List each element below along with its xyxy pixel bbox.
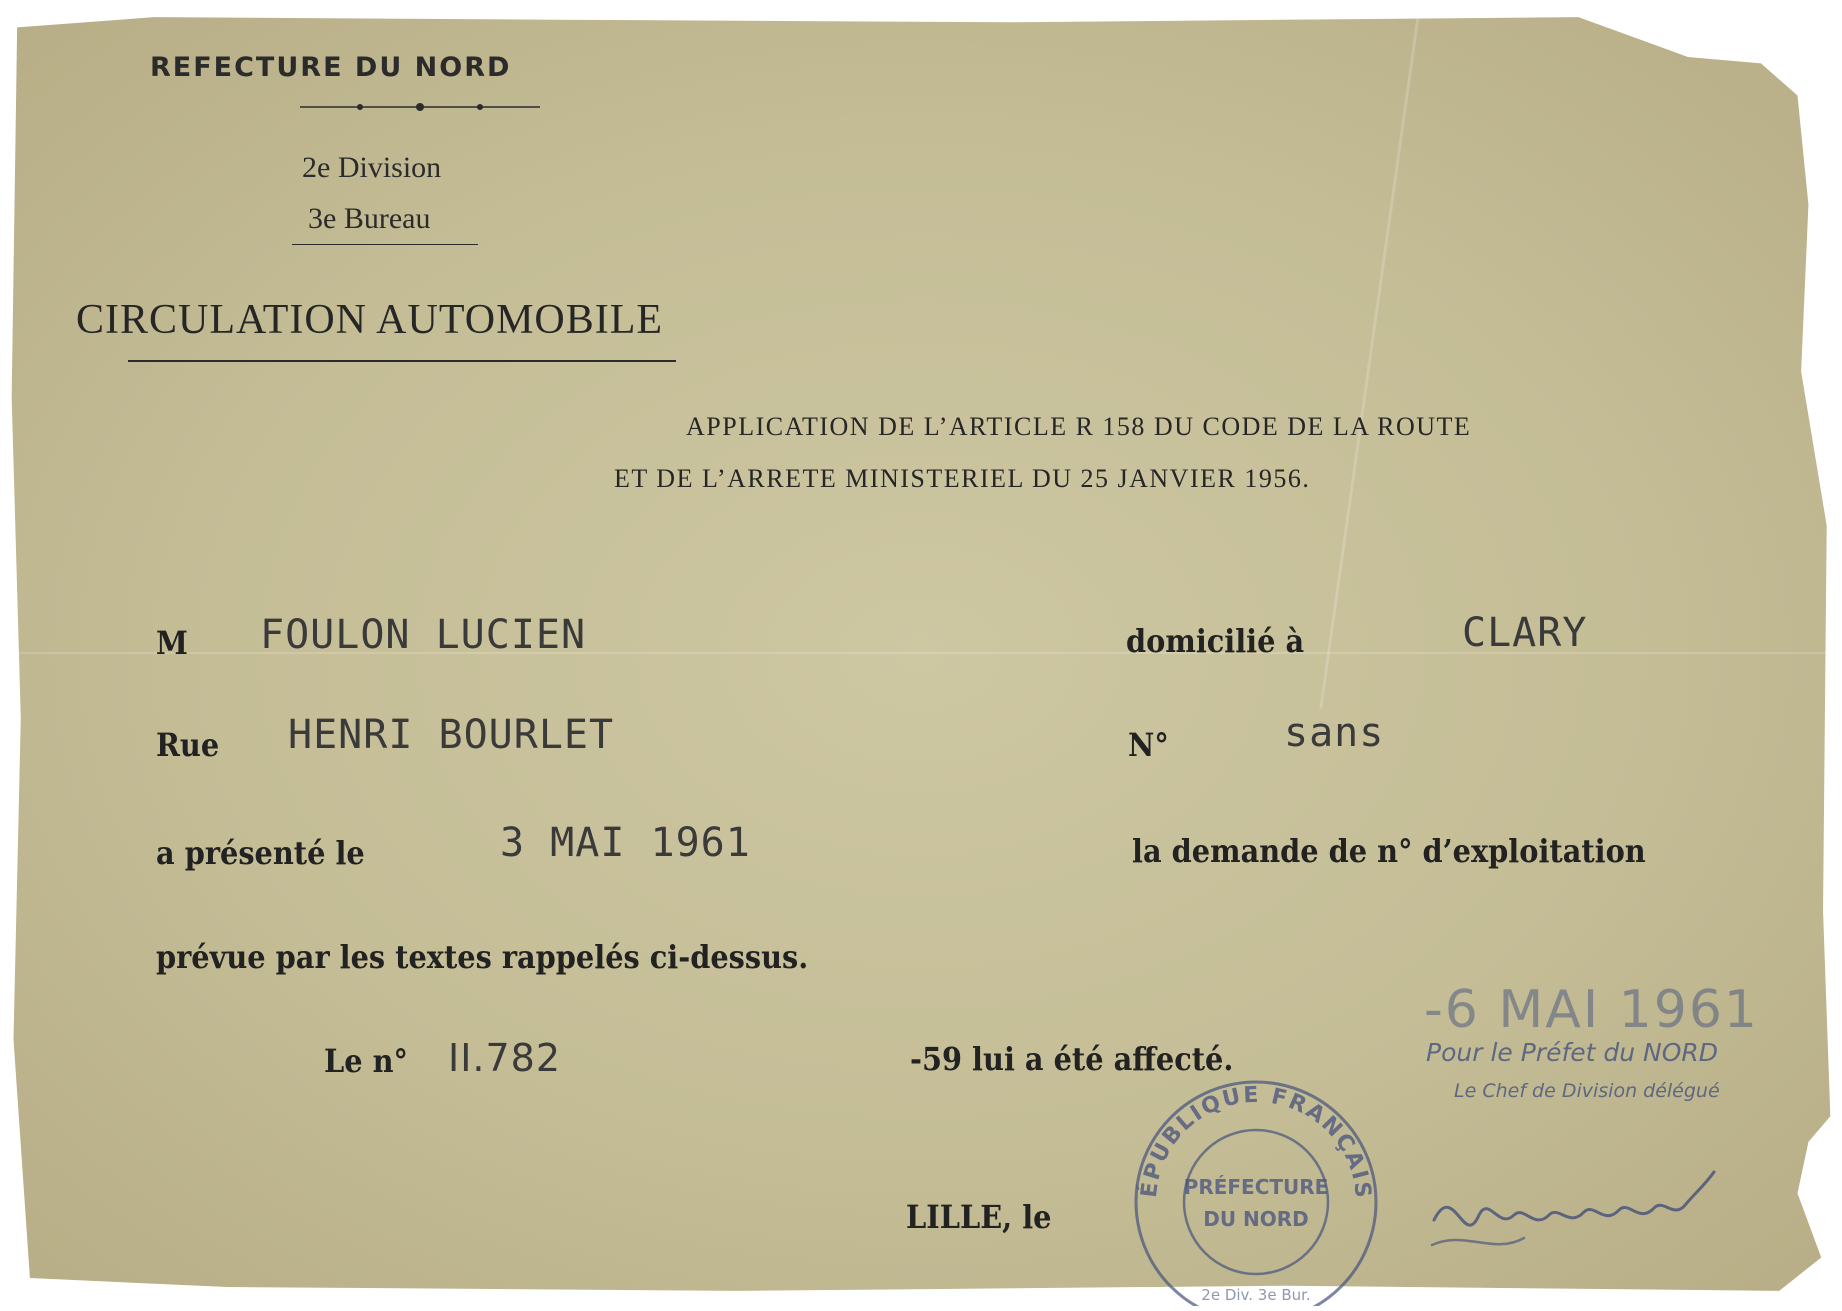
prefecture-header: REFECTURE DU NORD <box>150 52 512 83</box>
seal-inner-line-1: PRÉFECTURE <box>1183 1175 1329 1199</box>
header-ornament <box>300 98 540 121</box>
le-n-label: Le n° <box>324 1042 408 1080</box>
stamp-line-2: Le Chef de Division délégué <box>1454 1080 1720 1102</box>
article-line-2: ET DE L’ARRETE MINISTERIEL DU 25 JANVIER 1956. <box>614 464 1311 493</box>
ornament-divider-icon <box>300 99 540 115</box>
prefecture-seal <box>1126 1072 1386 1306</box>
paper-crease <box>1319 15 1419 709</box>
title-underline <box>128 360 676 362</box>
name-value: FOULON LUCIEN <box>260 612 587 658</box>
domicile-value: CLARY <box>1462 610 1588 656</box>
stamp-line-1: Pour le Préfet du NORD <box>1426 1038 1719 1067</box>
seal-bottom-text: 2e Div. 3e Bur. <box>1201 1286 1311 1304</box>
division-label: 2e Division <box>302 151 442 184</box>
affecte-label: -59 lui a été affecté. <box>910 1040 1234 1078</box>
bureau-label: 3e Bureau <box>308 202 431 235</box>
domicile-label: domicilié à <box>1126 622 1305 660</box>
signature <box>1424 1160 1724 1270</box>
demande-label: la demande de n° d’exploitation <box>1132 832 1646 870</box>
presente-label: a présenté le <box>156 834 365 872</box>
seal-outer-text: ÉPUBLIQUE FRANÇAIS <box>1136 1082 1376 1201</box>
signature-icon <box>1424 1160 1724 1270</box>
date-value: 3 MAI 1961 <box>500 820 751 866</box>
stamp-date: -6 MAI 1961 <box>1424 980 1760 1040</box>
numero-value: sans <box>1284 710 1385 756</box>
street-value: HENRI BOURLET <box>288 712 615 758</box>
section-title: CIRCULATION AUTOMOBILE <box>76 297 664 343</box>
m-label: M <box>156 624 188 662</box>
number-value: II.782 <box>448 1036 562 1080</box>
seal-inner-line-2: DU NORD <box>1203 1207 1309 1231</box>
numero-label: N° <box>1128 726 1169 764</box>
prevue-label: prévue par les textes rappelés ci-dessus. <box>156 938 809 976</box>
article-line-1: APPLICATION DE L’ARTICLE R 158 DU CODE DE LA ROUTE <box>686 412 1472 441</box>
rue-label: Rue <box>156 726 220 764</box>
bureau-underline <box>292 244 478 245</box>
seal-icon <box>1126 1072 1386 1306</box>
lille-label: LILLE, le <box>906 1198 1052 1236</box>
